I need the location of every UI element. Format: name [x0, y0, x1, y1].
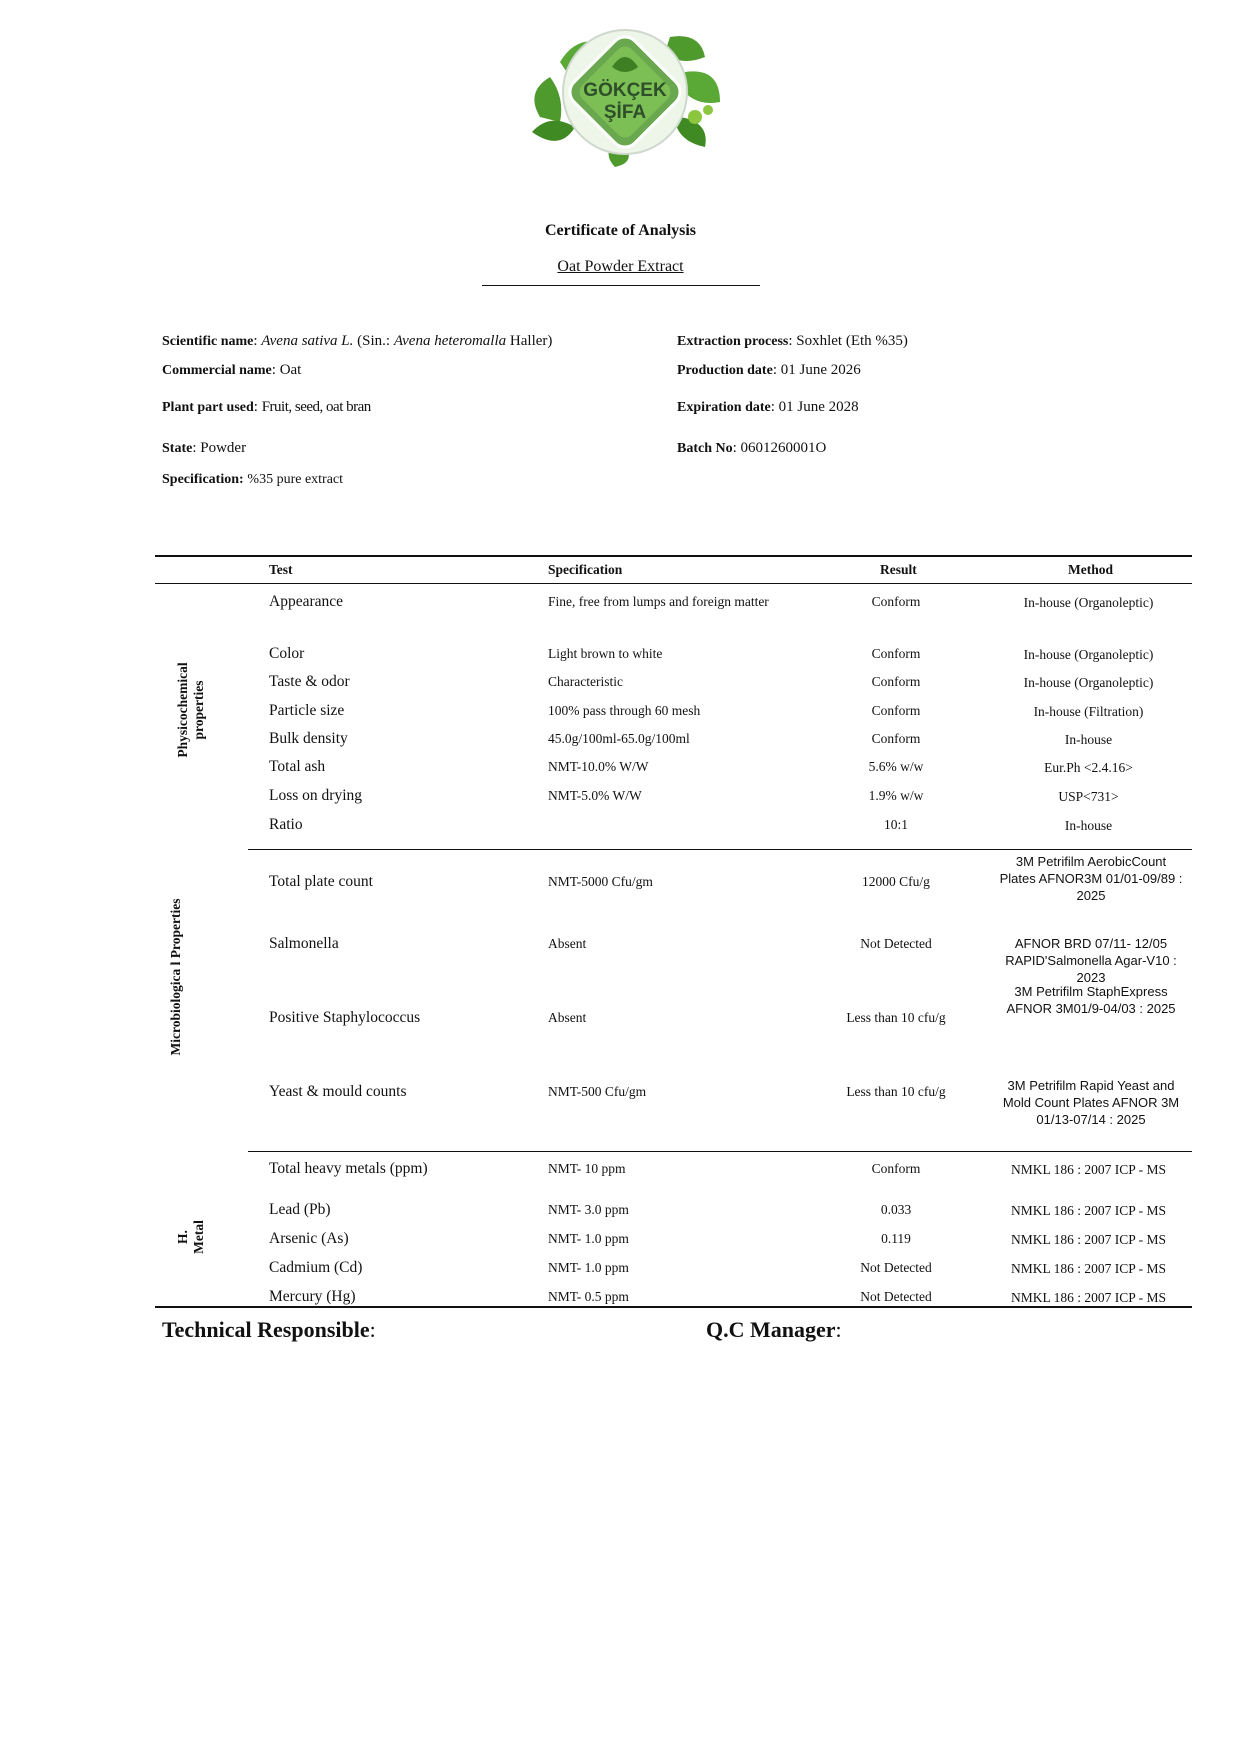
cell-test: Appearance	[269, 593, 344, 610]
cell-specification: NMT-5000 Cfu/gm	[548, 874, 653, 889]
cell-test: Total plate count	[269, 873, 373, 890]
cell-test: Color	[269, 645, 305, 662]
cell-result: 12000 Cfu/g	[862, 874, 930, 889]
logo-text-line1: GÖKÇEK	[583, 80, 667, 101]
cell-specification: NMT-5.0% W/W	[548, 788, 642, 803]
header-test: Test	[269, 562, 293, 577]
table-top-rule	[155, 555, 1192, 557]
info-extraction-process: Extraction process: Soxhlet (Eth %35)	[677, 333, 908, 349]
cell-test: Particle size	[269, 702, 345, 719]
logo-text-line2: ŞİFA	[603, 102, 647, 123]
cell-test: Taste & odor	[269, 673, 350, 690]
cell-result: Conform	[871, 731, 921, 746]
cell-test: Arsenic (As)	[269, 1230, 349, 1247]
cell-result: Not Detected	[860, 1260, 932, 1275]
cell-result: Conform	[871, 674, 921, 689]
cell-specification: NMT-500 Cfu/gm	[548, 1084, 647, 1099]
cell-method: NMKL 186 : 2007 ICP - MS	[1010, 1261, 1166, 1276]
cell-method: NMKL 186 : 2007 ICP - MS	[1010, 1203, 1166, 1218]
cell-test: Total heavy metals (ppm)	[269, 1160, 428, 1177]
info-commercial-name: Commercial name: Oat	[162, 362, 302, 378]
cell-method: In-house (Organoleptic)	[1023, 595, 1154, 610]
cell-method: AFNOR BRD 07/11- 12/05 RAPID'Salmonella Agar-V10 : 2023	[1005, 936, 1177, 985]
technical-responsible-label: Technical Responsible:	[162, 1317, 376, 1342]
cell-specification: NMT- 3.0 ppm	[548, 1202, 629, 1217]
cell-specification: Characteristic	[548, 674, 623, 689]
info-specification: Specification: %35 pure extract	[162, 472, 344, 487]
cell-test: Yeast & mould counts	[269, 1083, 407, 1100]
cell-method: In-house	[1064, 818, 1113, 833]
cell-test: Total ash	[269, 758, 326, 775]
table-header-rule	[155, 583, 1192, 584]
cell-test: Loss on drying	[269, 787, 362, 804]
company-logo	[520, 22, 730, 167]
table-bottom-rule	[155, 1306, 1192, 1308]
cell-specification: NMT- 0.5 ppm	[548, 1289, 629, 1304]
cell-method: In-house (Organoleptic)	[1023, 647, 1154, 662]
cell-result: Conform	[871, 646, 921, 661]
cell-method: USP<731>	[1058, 789, 1119, 804]
cell-test: Cadmium (Cd)	[269, 1259, 363, 1276]
cell-specification: Absent	[548, 936, 587, 951]
cell-method: NMKL 186 : 2007 ICP - MS	[1010, 1232, 1166, 1247]
info-plant-part: Plant part used: Fruit, seed, oat bran	[162, 399, 371, 415]
cell-test: Bulk density	[269, 730, 348, 747]
cell-specification: NMT-10.0% W/W	[548, 759, 649, 774]
info-expiration-date: Expiration date: 01 June 2028	[677, 399, 859, 415]
cell-method: NMKL 186 : 2007 ICP - MS	[1010, 1290, 1166, 1305]
cell-specification: Light brown to white	[548, 646, 663, 661]
cell-result: Not Detected	[860, 936, 932, 951]
cell-result: 5.6% w/w	[868, 759, 924, 774]
cell-specification: 100% pass through 60 mesh	[548, 703, 701, 718]
info-state: State: Powder	[162, 440, 247, 456]
cell-method: 3M Petrifilm Rapid Yeast and Mold Count Plates AFNOR 3M 01/13-07/14 : 2025	[1002, 1078, 1180, 1127]
cell-method: 3M Petrifilm StaphExpress AFNOR 3M01/9-04/03 : 2025	[1006, 984, 1176, 1016]
group-divider-rule	[248, 1151, 1192, 1152]
title-underline	[482, 285, 760, 286]
cell-test: Salmonella	[269, 935, 339, 952]
cell-method: 3M Petrifilm AerobicCount Plates AFNOR3M 01/01-09/89 : 2025	[999, 854, 1183, 903]
cell-result: Conform	[871, 1161, 921, 1176]
cell-result: 0.033	[880, 1202, 912, 1217]
info-production-date: Production date: 01 June 2026	[677, 362, 861, 378]
cell-result: Conform	[871, 594, 921, 609]
cell-test: Ratio	[269, 816, 303, 833]
cell-method: NMKL 186 : 2007 ICP - MS	[1010, 1162, 1166, 1177]
cell-test: Lead (Pb)	[269, 1201, 331, 1218]
group-label-microbiological: Microbiologica l Properties	[168, 898, 183, 1056]
qc-manager-label: Q.C Manager:	[706, 1317, 842, 1342]
cell-method: In-house (Filtration)	[1033, 704, 1144, 719]
cell-specification: Fine, free from lumps and foreign matter	[548, 594, 769, 609]
cell-result: 0.119	[881, 1231, 911, 1246]
cell-specification: NMT- 1.0 ppm	[548, 1260, 629, 1275]
header-specification: Specification	[548, 562, 623, 577]
cell-specification: NMT- 10 ppm	[548, 1161, 626, 1176]
cell-result: Conform	[871, 703, 921, 718]
cell-specification: NMT- 1.0 ppm	[548, 1231, 629, 1246]
cell-result: Less than 10 cfu/g	[846, 1084, 946, 1099]
cell-test: Positive Staphylococcus	[269, 1009, 421, 1026]
group-label-heavy-metal: H. Metal	[175, 1220, 206, 1254]
cell-method: Eur.Ph <2.4.16>	[1044, 760, 1133, 775]
header-method: Method	[1068, 562, 1113, 577]
group-label-physicochemical: Physicochemical properties	[175, 662, 206, 758]
cell-specification: Absent	[548, 1010, 587, 1025]
cell-result: 1.9% w/w	[868, 788, 924, 803]
cell-test: Mercury (Hg)	[269, 1288, 356, 1305]
cell-result: Not Detected	[860, 1289, 932, 1304]
info-scientific-name: Scientific name: Avena sativa L. (Sin.: Avena heteromalla Haller)	[162, 333, 553, 349]
info-batch-no: Batch No: 0601260001O	[677, 440, 827, 456]
cell-specification: 45.0g/100ml-65.0g/100ml	[548, 731, 690, 746]
cell-method: In-house	[1064, 732, 1113, 747]
cell-result: Less than 10 cfu/g	[846, 1010, 946, 1025]
header-result: Result	[880, 562, 917, 577]
cell-method: In-house (Organoleptic)	[1023, 675, 1154, 690]
document-title: Certificate of Analysis	[544, 222, 697, 239]
product-name: Oat Powder Extract	[557, 258, 684, 275]
group-divider-rule	[248, 849, 1192, 850]
cell-result: 10:1	[883, 817, 908, 832]
